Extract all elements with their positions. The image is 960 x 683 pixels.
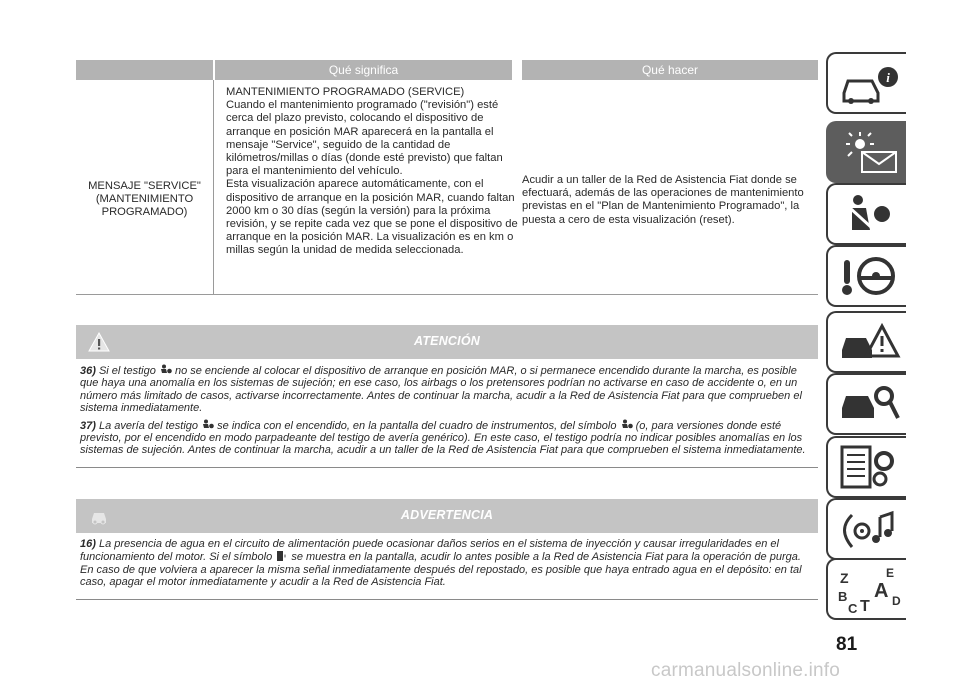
tab-in-emergency[interactable] xyxy=(826,311,906,373)
note-number: 36) xyxy=(80,365,96,377)
note-text: La presencia de agua en el circuito de alimentación puede ocasionar daños serios en el sistema de inyección y causar irregularidades en el funcionamiento del motor. Si el símbolo xyxy=(80,538,779,564)
airbag-warning-icon xyxy=(620,419,633,431)
warning-body xyxy=(76,533,818,599)
tab-maintenance-care[interactable] xyxy=(826,373,906,435)
warning-box xyxy=(76,499,818,600)
index-letter: E xyxy=(886,567,895,580)
watermark-text: carmanualsonline.info xyxy=(651,660,841,681)
table-header-meaning: Qué significa xyxy=(215,60,512,80)
technical-data-gears-icon xyxy=(838,445,902,491)
note-text: (o, para versiones donde esté previsto, por el encendido en modo parpadeante del testigo de avería genérico). En este caso, el testigo podría no indicar posibles anomalías en los sistemas de sujeción. Antes de continuar la marcha, acudir a un taller de la Red de Asistencia Fiat para que comprueben el sistema inmediatamente. xyxy=(80,419,806,457)
note-36 xyxy=(80,364,814,415)
maintenance-table xyxy=(76,60,818,295)
tab-multimedia[interactable] xyxy=(826,498,906,560)
attention-box xyxy=(76,325,818,468)
note-37 xyxy=(80,419,814,457)
page-number: 81 xyxy=(836,634,858,655)
attention-body xyxy=(76,359,818,467)
column-divider xyxy=(213,80,214,294)
meaning-cell: MANTENIMIENTO PROGRAMADO (SERVICE) Cuando el mantenimiento programado ("revisión") esté cerca del plazo previsto, colocando el dispositivo de arranque en posición MAR aparecerá en la pantalla el mensaje "Service", seguido de la cantidad de kilómetros/millas o días (donde esté previsto) que faltan para el mantenimiento del vehículo. Esta visualización aparece automáticamente, con el dispositivo de arranque en la posición MAR, cuando faltan 2000 km o 30 días (según la versión) para la próxima revisión, y se repite cada vez que se pone el dispositivo de arranque en la posición MAR. La visualización es en km o millas según la unidad de medida seleccionada. xyxy=(226,86,518,257)
steering-wheel-key-icon xyxy=(838,254,902,300)
note-number: 37) xyxy=(80,419,96,432)
note-text: se muestra en la pantalla, acudir lo antes posible a la Red de Asistencia Fiat para la operación de purga. En caso de que volviera a aparecer la misma señal inmediatamente después del repostado, es posible que haya entrado agua en el depósito: en tal caso, apagar el motor inmediatamente y acudir a la Red de Asistencia Fiat. xyxy=(80,551,802,589)
note-text: se indica con el encendido, en la pantalla del cuadro de instrumentos, del símbolo xyxy=(217,419,617,432)
note-number: 16) xyxy=(80,538,96,550)
seatbelt-safety-icon xyxy=(838,192,902,238)
tab-starting-driving[interactable] xyxy=(826,245,906,307)
car-maintenance-icon xyxy=(838,382,902,428)
index-letter: B xyxy=(838,589,848,604)
warning-light-message-icon xyxy=(838,130,902,176)
attention-header xyxy=(76,325,818,359)
index-letter: D xyxy=(892,594,901,608)
tab-technical-data[interactable] xyxy=(826,436,906,498)
table-header-action: Qué hacer xyxy=(522,60,818,80)
tab-safety[interactable] xyxy=(826,183,906,245)
index-letter: Z xyxy=(840,570,849,586)
table-header xyxy=(76,60,818,80)
airbag-warning-icon xyxy=(159,364,172,376)
note-text: La avería del testigo xyxy=(98,419,199,432)
water-in-fuel-icon xyxy=(275,550,288,562)
airbag-warning-icon xyxy=(201,419,214,431)
message-name-cell: MENSAJE "SERVICE" (MANTENIMIENTO PROGRAMADO) xyxy=(88,180,201,219)
multimedia-icon xyxy=(838,507,902,553)
warning-title: ADVERTENCIA xyxy=(400,508,494,522)
action-cell: Acudir a un taller de la Red de Asistencia Fiat donde se efectuará, además de las operaciones de mantenimiento previstas en el "Plan de Mantenimiento Programado", la puesta a cero de esta visualización (reset). xyxy=(522,174,804,226)
table-row xyxy=(76,80,818,295)
note-text: Si el testigo xyxy=(98,365,156,377)
warning-header xyxy=(76,499,818,533)
attention-title: ATENCIÓN xyxy=(414,334,480,348)
note-16 xyxy=(80,538,814,589)
car-info-icon xyxy=(838,61,902,107)
index-letter: A xyxy=(874,580,889,602)
alphabetical-index-icon xyxy=(838,567,902,617)
tab-dashboard-warnings[interactable] xyxy=(826,121,906,183)
tab-index[interactable] xyxy=(826,558,906,620)
tab-getting-to-know-car[interactable] xyxy=(826,52,906,114)
car-emergency-icon xyxy=(838,320,902,366)
header-divider xyxy=(512,60,522,80)
index-letter: C xyxy=(848,601,858,616)
index-letter: T xyxy=(860,598,870,615)
note-text: no se enciende al colocar el dispositivo de arranque en posición MAR, o si permanece encendido durante la marcha, es posible que haya una anomalía en los sistemas de sujeción; en ese caso, los airbags o los pretensores podrían no activarse en caso de accidente o, en un número más limitado de casos, activarse incorrectamente. Antes de continuar la marcha, acudir a la Red de Asistencia Fiat para que comprueben el sistema inmediatamente. xyxy=(80,365,802,415)
table-header-cell-empty xyxy=(76,60,213,80)
svg-text:i: i xyxy=(886,70,890,85)
